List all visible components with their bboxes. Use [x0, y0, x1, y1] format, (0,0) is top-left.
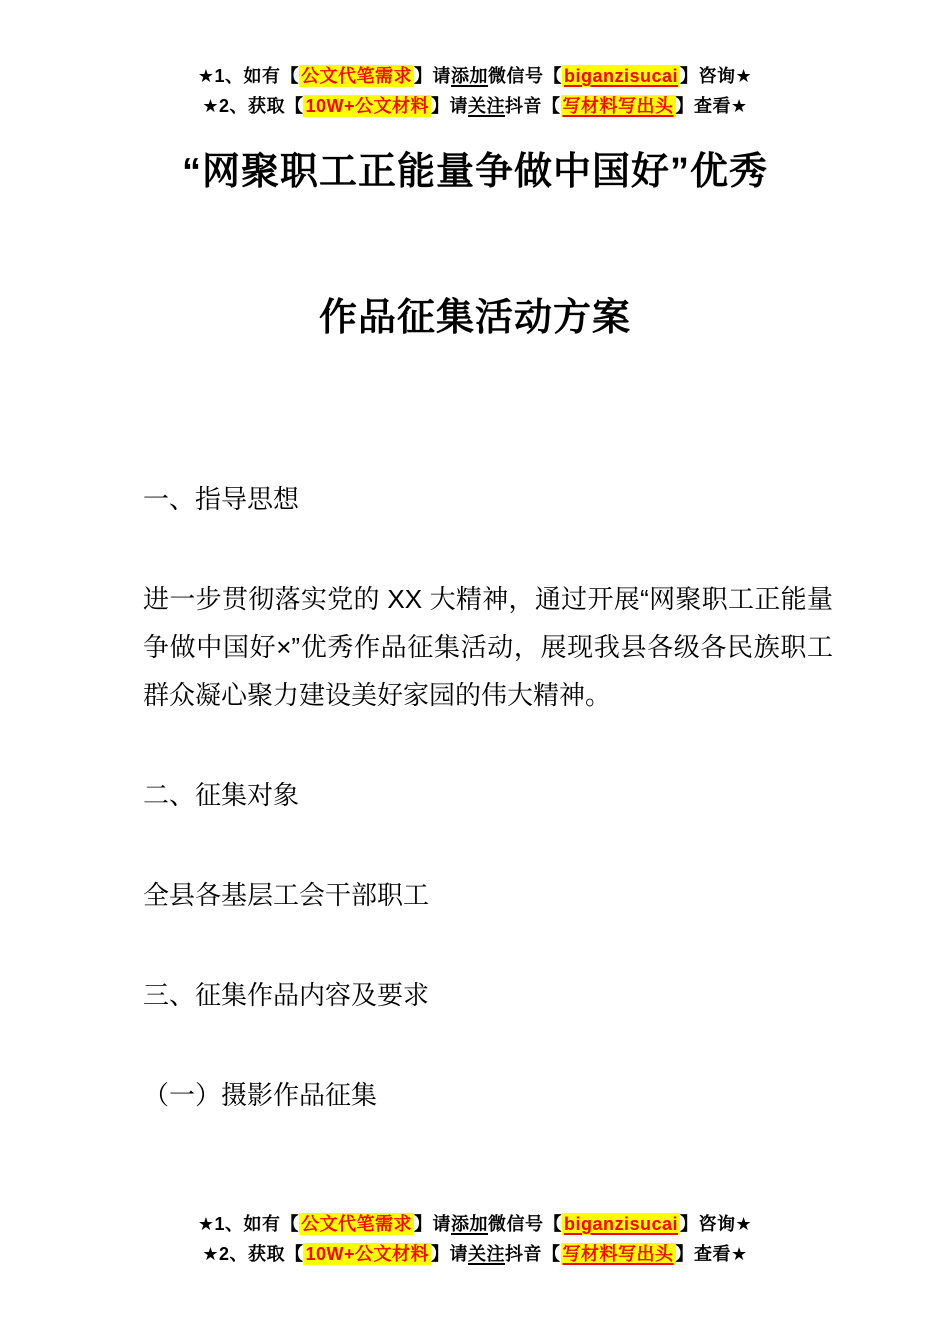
paragraph-2: 全县各基层工会干部职工 [143, 880, 430, 910]
promo-line-2 [0, 91, 950, 121]
section-heading-3: 三、征集作品内容及要求 [143, 980, 430, 1010]
promo-highlight: 10W+公文材料 [305, 96, 430, 116]
promo-douyin-id: 写材料写出头 [562, 1244, 674, 1264]
promo-text: 抖音【 [505, 96, 561, 116]
subsection-heading-1: （一）摄影作品征集 [143, 1080, 378, 1110]
promo-text: 抖音【 [505, 1244, 561, 1264]
promo-highlight: 公文代笔需求 [300, 1214, 412, 1234]
promo-text: 】查看★ [675, 1244, 748, 1264]
promo-line-1 [0, 1209, 950, 1239]
doc-title-line2: 作品征集活动方案 [318, 297, 631, 339]
promo-text: 】查看★ [675, 96, 748, 116]
doc-title-line1: “网聚职工正能量争做中国好”优秀 [181, 151, 768, 193]
promo-text: ★1、如有【 [197, 1214, 299, 1234]
promo-underline-text: 关注 [468, 1244, 506, 1264]
promo-underline-text: 添加 [450, 1214, 488, 1234]
promo-text: 微信号【 [487, 66, 562, 86]
section-heading-2: 二、征集对象 [143, 780, 300, 810]
promo-wechat-id: biganzisucai [563, 1214, 679, 1234]
promo-douyin-id: 写材料写出头 [562, 96, 674, 116]
promo-underline-text: 添加 [450, 66, 488, 86]
promo-text: ★2、获取【 [202, 1244, 304, 1264]
paragraph-1: 进一步贯彻落实党的 XX 大精神，通过开展“网聚职工正能量争做中国好×”优秀作品征集活动，展现我县各级各民族职工群众凝心聚力建设美好家园的伟大精神。 [143, 584, 833, 710]
promo-text: 】请 [413, 66, 451, 86]
promo-text: ★1、如有【 [197, 66, 299, 86]
promo-banner-top [0, 61, 950, 121]
promo-text: 】咨询★ [680, 1214, 753, 1234]
promo-text: ★2、获取【 [202, 96, 304, 116]
promo-line-1 [0, 61, 950, 91]
doc-body [143, 475, 833, 1171]
promo-text: 】咨询★ [680, 66, 753, 86]
promo-wechat-id: biganzisucai [563, 66, 679, 86]
promo-line-2 [0, 1239, 950, 1269]
promo-text: 】请 [431, 1244, 469, 1264]
promo-banner-bottom [0, 1209, 950, 1269]
promo-highlight: 公文代笔需求 [300, 66, 412, 86]
promo-text: 】请 [431, 96, 469, 116]
section-heading-1: 一、指导思想 [143, 484, 300, 514]
promo-highlight: 10W+公文材料 [305, 1244, 430, 1264]
promo-text: 微信号【 [487, 1214, 562, 1234]
promo-text: 】请 [413, 1214, 451, 1234]
promo-underline-text: 关注 [468, 96, 506, 116]
